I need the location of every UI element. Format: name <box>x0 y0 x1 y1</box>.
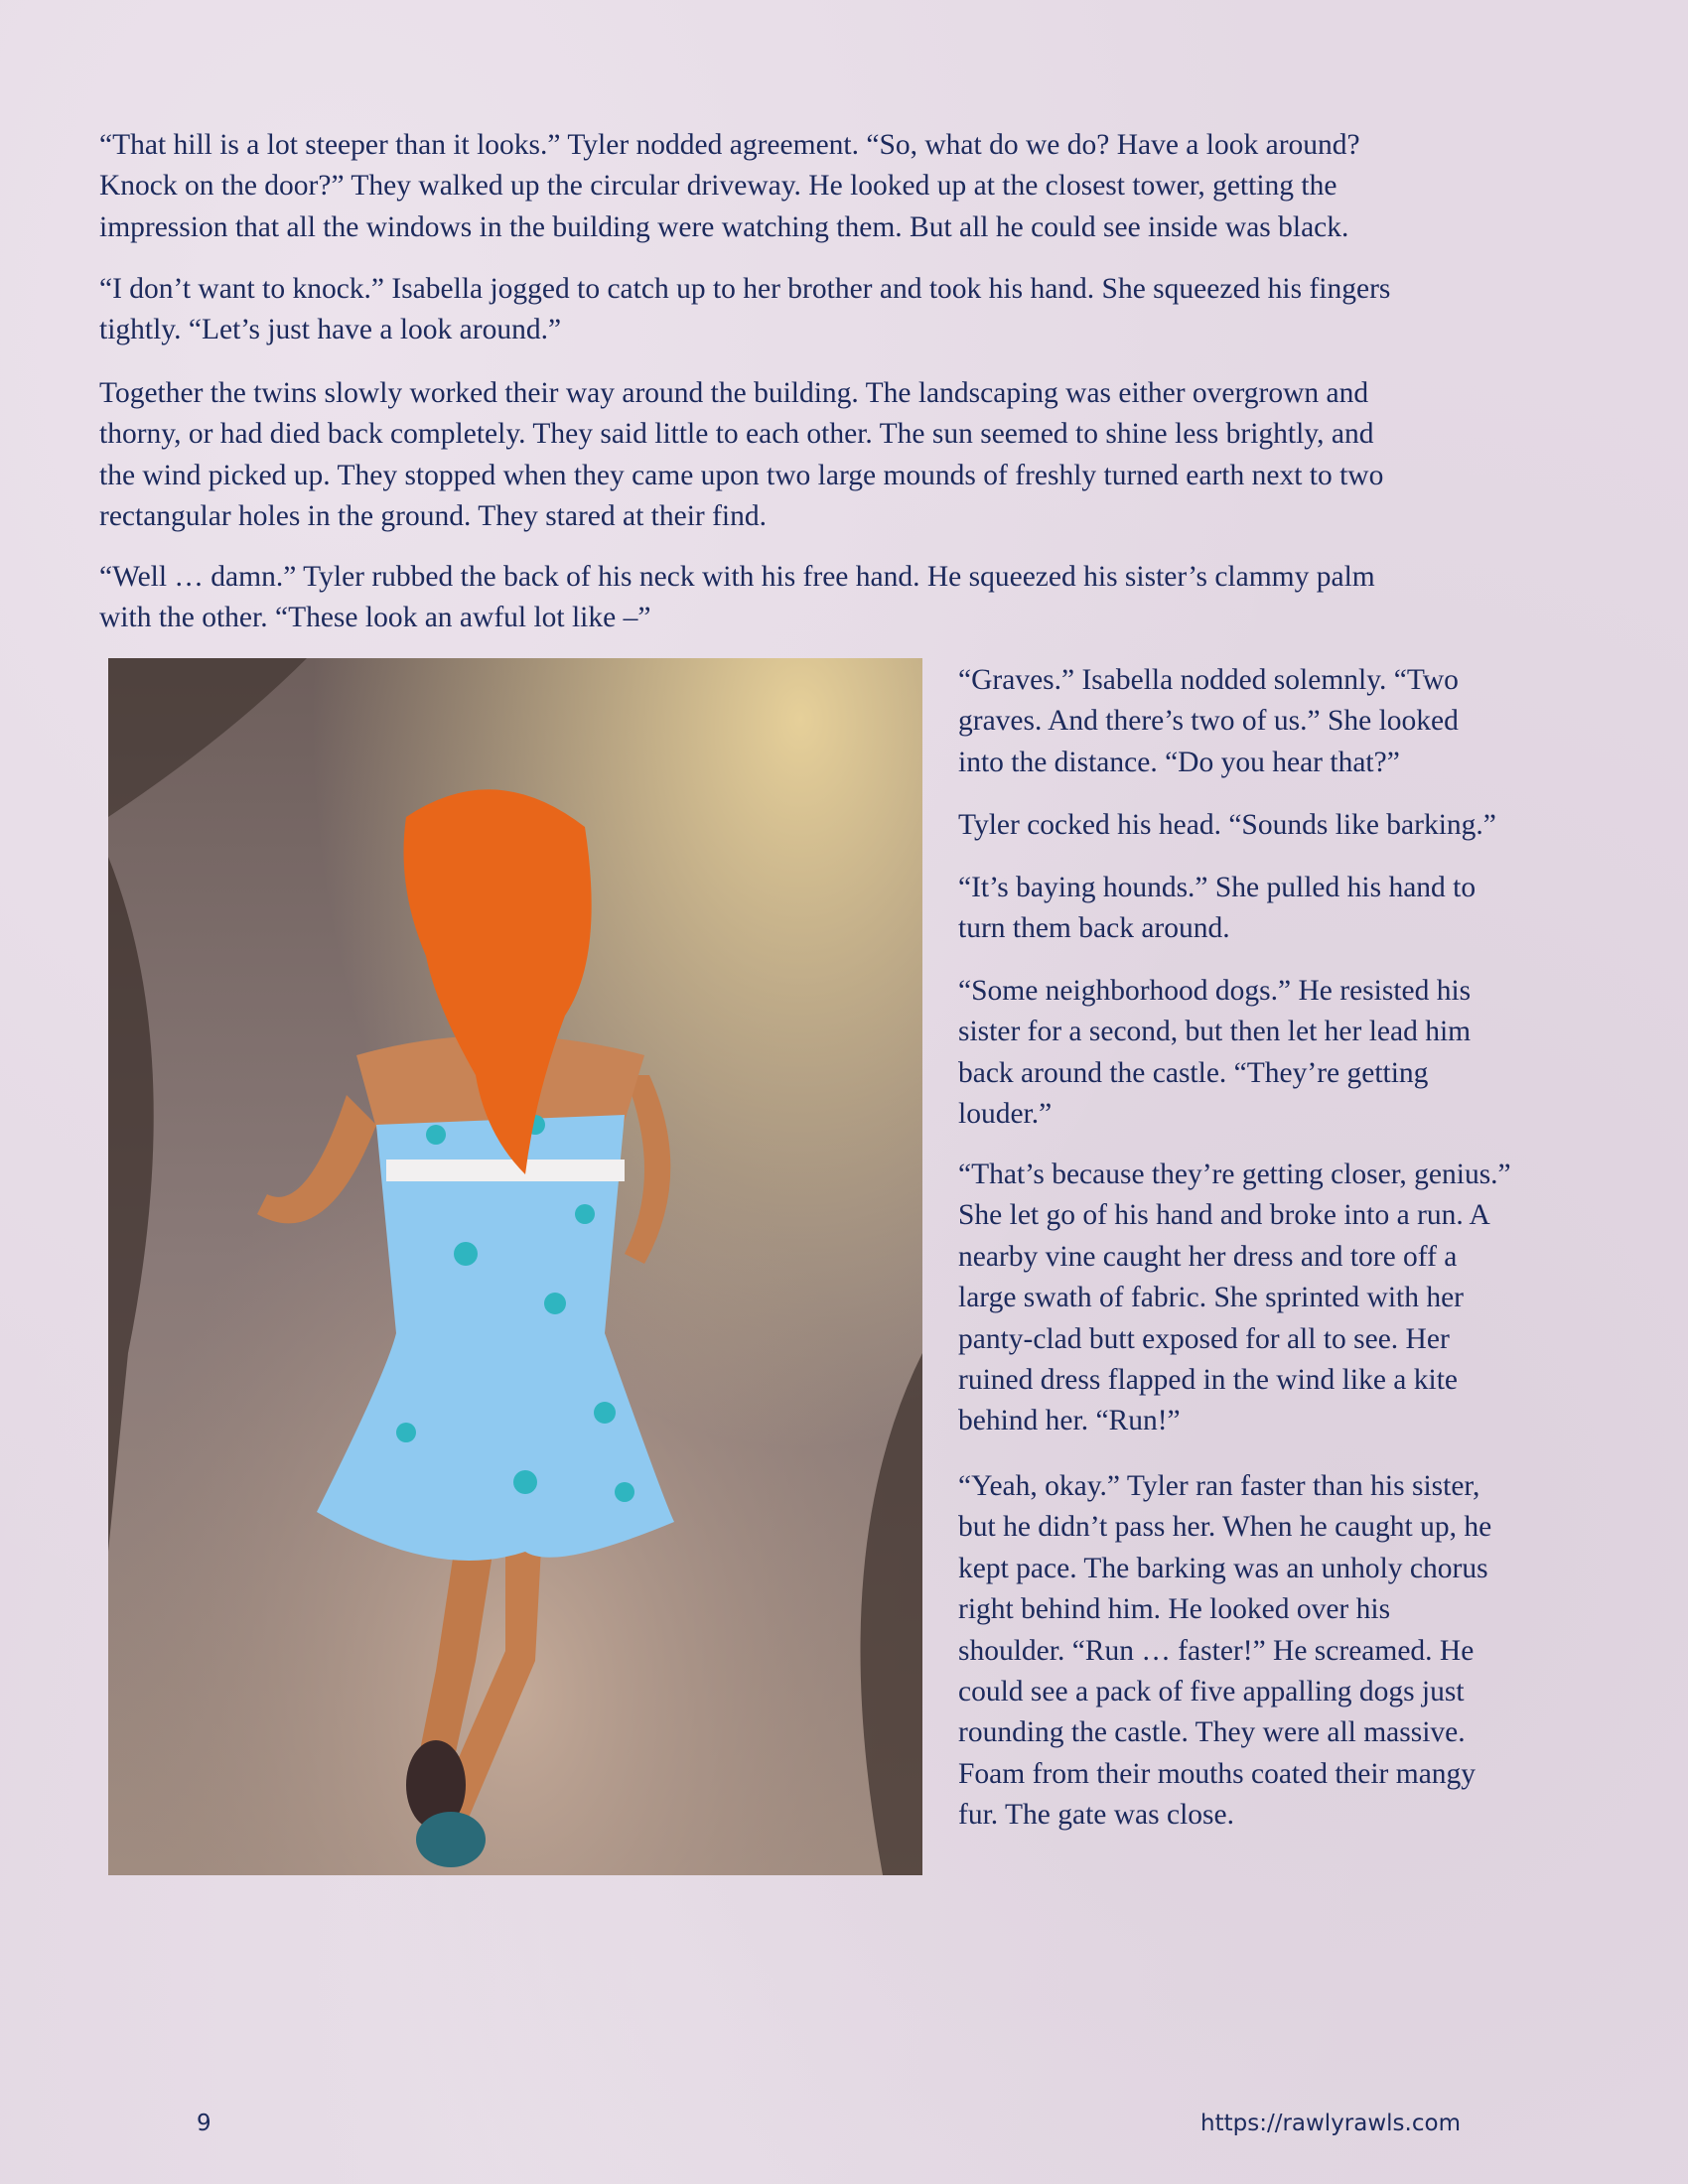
text-line: “That’s because they’re getting closer, genius.” <box>958 1159 1511 1190</box>
text-line: graves. And there’s two of us.” She looked <box>958 705 1459 738</box>
illustration-girl-running <box>108 658 922 1875</box>
text-line: rectangular holes in the ground. They stared at their find. <box>99 500 768 533</box>
text-line: nearby vine caught her dress and tore off a <box>958 1240 1458 1273</box>
text-line: behind her. “Run!” <box>958 1405 1181 1437</box>
text-line: She let go of his hand and broke into a run. A <box>958 1199 1490 1232</box>
text-line: Foam from their mouths coated their mangy <box>958 1757 1477 1790</box>
paragraph <box>958 971 1471 1136</box>
paragraph <box>99 269 1390 351</box>
text-line: “It’s baying hounds.” She pulled his hand to <box>958 872 1477 903</box>
text-line: impression that all the windows in the building were watching them. But all he could see inside was black. <box>99 210 1349 243</box>
page-number: 9 <box>197 2111 211 2136</box>
text-line: “Yeah, okay.” Tyler ran faster than his sister, <box>958 1470 1480 1502</box>
text-line: Knock on the door?” They walked up the circular driveway. He looked up at the closest tower, getting the <box>99 170 1337 203</box>
text-line: could see a pack of five appalling dogs just <box>958 1676 1465 1708</box>
text-line: into the distance. “Do you hear that?” <box>958 746 1400 778</box>
paragraph <box>958 660 1459 783</box>
text-line: panty-clad butt exposed for all to see. Her <box>958 1322 1450 1355</box>
text-line: right behind him. He looked over his <box>958 1593 1391 1626</box>
text-line: fur. The gate was close. <box>958 1799 1234 1832</box>
text-line: “Some neighborhood dogs.” He resisted his <box>958 975 1472 1007</box>
text-line: “That hill is a lot steeper than it looks.” Tyler nodded agreement. “So, what do we do? Have a look around? <box>99 129 1360 161</box>
text-line: “Graves.” Isabella nodded solemnly. “Two <box>958 664 1459 696</box>
paragraph <box>958 1466 1491 1837</box>
text-line: but he didn’t pass her. When he caught up, he <box>958 1511 1492 1544</box>
text-line: Together the twins slowly worked their way around the building. The landscaping was either overgrown and <box>99 377 1369 409</box>
paragraph <box>958 805 1496 846</box>
text-line: sister for a second, but then let her lead him <box>958 1016 1472 1048</box>
text-line: rounding the castle. They were all massive. <box>958 1716 1466 1749</box>
text-line: shoulder. “Run … faster!” He screamed. He <box>958 1634 1475 1667</box>
text-line: thorny, or had died back completely. They said little to each other. The sun seemed to shine less brightly, and <box>99 418 1374 451</box>
text-line: back around the castle. “They’re getting <box>958 1056 1429 1089</box>
text-line: turn them back around. <box>958 912 1230 945</box>
paragraph <box>99 125 1360 248</box>
paragraph <box>958 868 1476 950</box>
text-line: Tyler cocked his head. “Sounds like barking.” <box>958 809 1496 841</box>
website-link[interactable]: https://rawlyrawls.com <box>1200 2111 1461 2136</box>
text-line: “I don’t want to knock.” Isabella jogged to catch up to her brother and took his hand. She squeezed his fingers <box>99 273 1391 305</box>
text-line: “Well … damn.” Tyler rubbed the back of his neck with his free hand. He squeezed his sister’s clammy palm <box>99 561 1375 593</box>
paragraph <box>99 557 1375 639</box>
text-line: with the other. “These look an awful lot like –” <box>99 602 651 634</box>
text-line: ruined dress flapped in the wind like a kite <box>958 1364 1458 1397</box>
text-line: large swath of fabric. She sprinted with her <box>958 1282 1465 1314</box>
paragraph <box>958 1155 1511 1442</box>
text-line: the wind picked up. They stopped when they came upon two large mounds of freshly turned earth next to two <box>99 459 1384 491</box>
text-line: louder.” <box>958 1098 1053 1131</box>
text-line: tightly. “Let’s just have a look around.” <box>99 314 562 346</box>
paragraph <box>99 373 1383 538</box>
text-line: kept pace. The barking was an unholy chorus <box>958 1552 1488 1584</box>
